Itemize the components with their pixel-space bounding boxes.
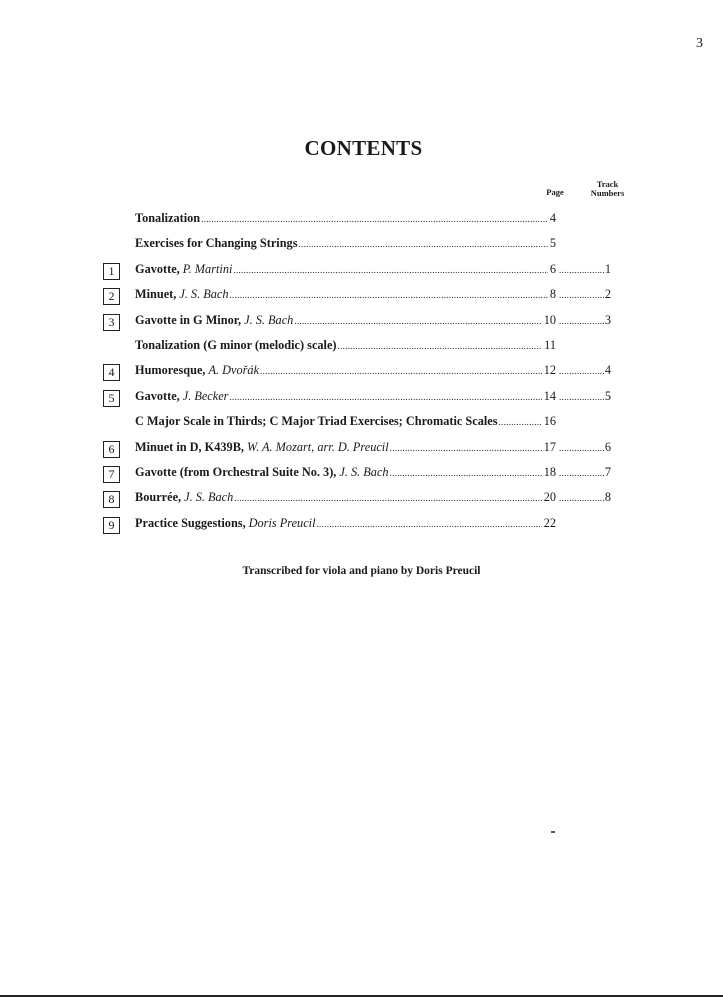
entry-page-number: 4 [549,211,556,225]
entry-track-number: 4 [604,363,611,378]
entry-composer: J. S. Bach [339,464,389,479]
track-box: 1 [103,263,120,280]
entry-line [135,414,556,429]
toc-entry [0,387,723,412]
entry-title: Gavotte (from Orchestral Suite No. 3), [135,464,337,479]
entry-composer: Doris Preucil [248,515,316,530]
dot-leader [229,392,541,402]
entry-title: Tonalization (G minor (melodic) scale) [135,337,337,352]
entry-line [135,465,556,480]
entry-line [135,516,556,531]
dot-leader [233,265,547,275]
entry-page-number: 20 [543,490,556,505]
entry-composer: W. A. Mozart, arr. D. Preucil [246,439,389,454]
entry-line [135,313,556,328]
toc-entry [0,260,723,285]
toc-entry [0,438,723,463]
page-title: CONTENTS [304,136,423,160]
entry-title: Minuet in D, K439B, [135,439,244,454]
toc-entry [0,209,723,234]
dot-leader [260,366,542,376]
entry-page-number: 6 [549,261,556,276]
entry-track-number: 6 [604,439,611,454]
scan-smudge [551,831,555,833]
dot-leader [338,341,543,351]
track-box: 9 [103,517,120,534]
entry-page-number: 11 [544,337,556,352]
dot-leader [201,214,548,224]
track-dot-leader [559,316,604,326]
entry-page-number: 12 [543,363,556,378]
entry-page-number: 18 [543,464,556,479]
dot-leader [390,468,542,478]
entry-line [135,262,556,277]
toc-entry [0,285,723,310]
dot-leader [390,443,542,453]
track-box: 6 [103,441,120,458]
entry-title: Bourrée, [135,490,182,505]
track-dot-leader [559,366,604,376]
entry-line [135,287,556,302]
table-of-contents [0,209,723,539]
entry-page-number: 17 [543,439,556,454]
dot-leader [230,290,548,300]
toc-entry [0,463,723,488]
entry-track-reference [559,465,611,480]
entry-title: Humoresque, [135,363,206,378]
entry-track-reference [559,490,611,505]
entry-title: Tonalization [135,211,201,225]
entry-composer: P. Martini [182,261,233,276]
entry-track-reference [559,389,611,404]
entry-page-number: 10 [543,312,556,327]
entry-line [135,440,556,455]
entry-track-number: 3 [604,312,611,327]
entry-track-number: 5 [604,388,611,403]
dot-leader [299,239,548,249]
entry-title: Practice Suggestions, [135,515,246,530]
toc-entry [0,412,723,437]
entry-page-number: 14 [543,388,556,403]
page-number: 3 [696,36,703,51]
entry-line [135,338,556,353]
entry-page-number: 22 [543,515,556,530]
dot-leader [499,417,542,427]
track-numbers-column-header [585,180,630,198]
dot-leader [317,519,542,529]
track-dot-leader [559,443,604,453]
toc-entry [0,336,723,361]
track-dot-leader [559,290,604,300]
entry-composer: J. S. Bach [179,287,229,302]
toc-entry [0,514,723,539]
bottom-edge-rule [0,995,723,997]
track-dot-leader [559,392,604,402]
entry-title: C Major Scale in Thirds; C Major Triad Exercises; Chromatic Scales [135,414,498,429]
entry-title: Gavotte, [135,261,180,276]
entry-page-number: 16 [543,414,556,429]
entry-track-number: 8 [604,490,611,505]
entry-composer: J. S. Bach [244,312,294,327]
entry-line [135,490,556,505]
track-header-line1: Track [596,179,619,189]
toc-entry [0,311,723,336]
entry-track-number: 2 [604,287,611,302]
track-dot-leader [559,468,604,478]
entry-line [135,363,556,378]
track-box: 3 [103,314,120,331]
entry-track-reference [559,287,611,302]
entry-title: Minuet, [135,287,177,302]
track-dot-leader [559,493,604,503]
track-box: 5 [103,390,120,407]
credit-line: Transcribed for viola and piano by Doris Preucil [242,565,481,577]
track-header-line2: Numbers [590,188,625,198]
entry-track-reference [559,363,611,378]
entry-line [135,236,556,251]
entry-track-number: 1 [604,261,611,276]
entry-composer: A. Dvořák [208,363,260,378]
entry-title: Gavotte, [135,388,180,403]
entry-track-number: 7 [604,464,611,479]
track-box: 8 [103,491,120,508]
entry-title: Exercises for Changing Strings [135,236,298,251]
toc-entry [0,234,723,259]
track-box: 2 [103,288,120,305]
entry-track-reference [559,440,611,455]
page-column-header: Page [546,187,564,197]
entry-page-number: 5 [549,236,556,251]
dot-leader [234,493,541,503]
track-box: 7 [103,466,120,483]
entry-track-reference [559,313,611,328]
toc-entry [0,361,723,386]
entry-composer: J. Becker [182,388,229,403]
entry-line [135,211,556,226]
track-box: 4 [103,364,120,381]
dot-leader [294,316,541,326]
entry-track-reference [559,262,611,277]
entry-page-number: 8 [549,287,556,302]
toc-entry [0,488,723,513]
track-dot-leader [559,265,604,275]
entry-title: Gavotte in G Minor, [135,312,242,327]
entry-composer: J. S. Bach [184,490,234,505]
entry-line [135,389,556,404]
